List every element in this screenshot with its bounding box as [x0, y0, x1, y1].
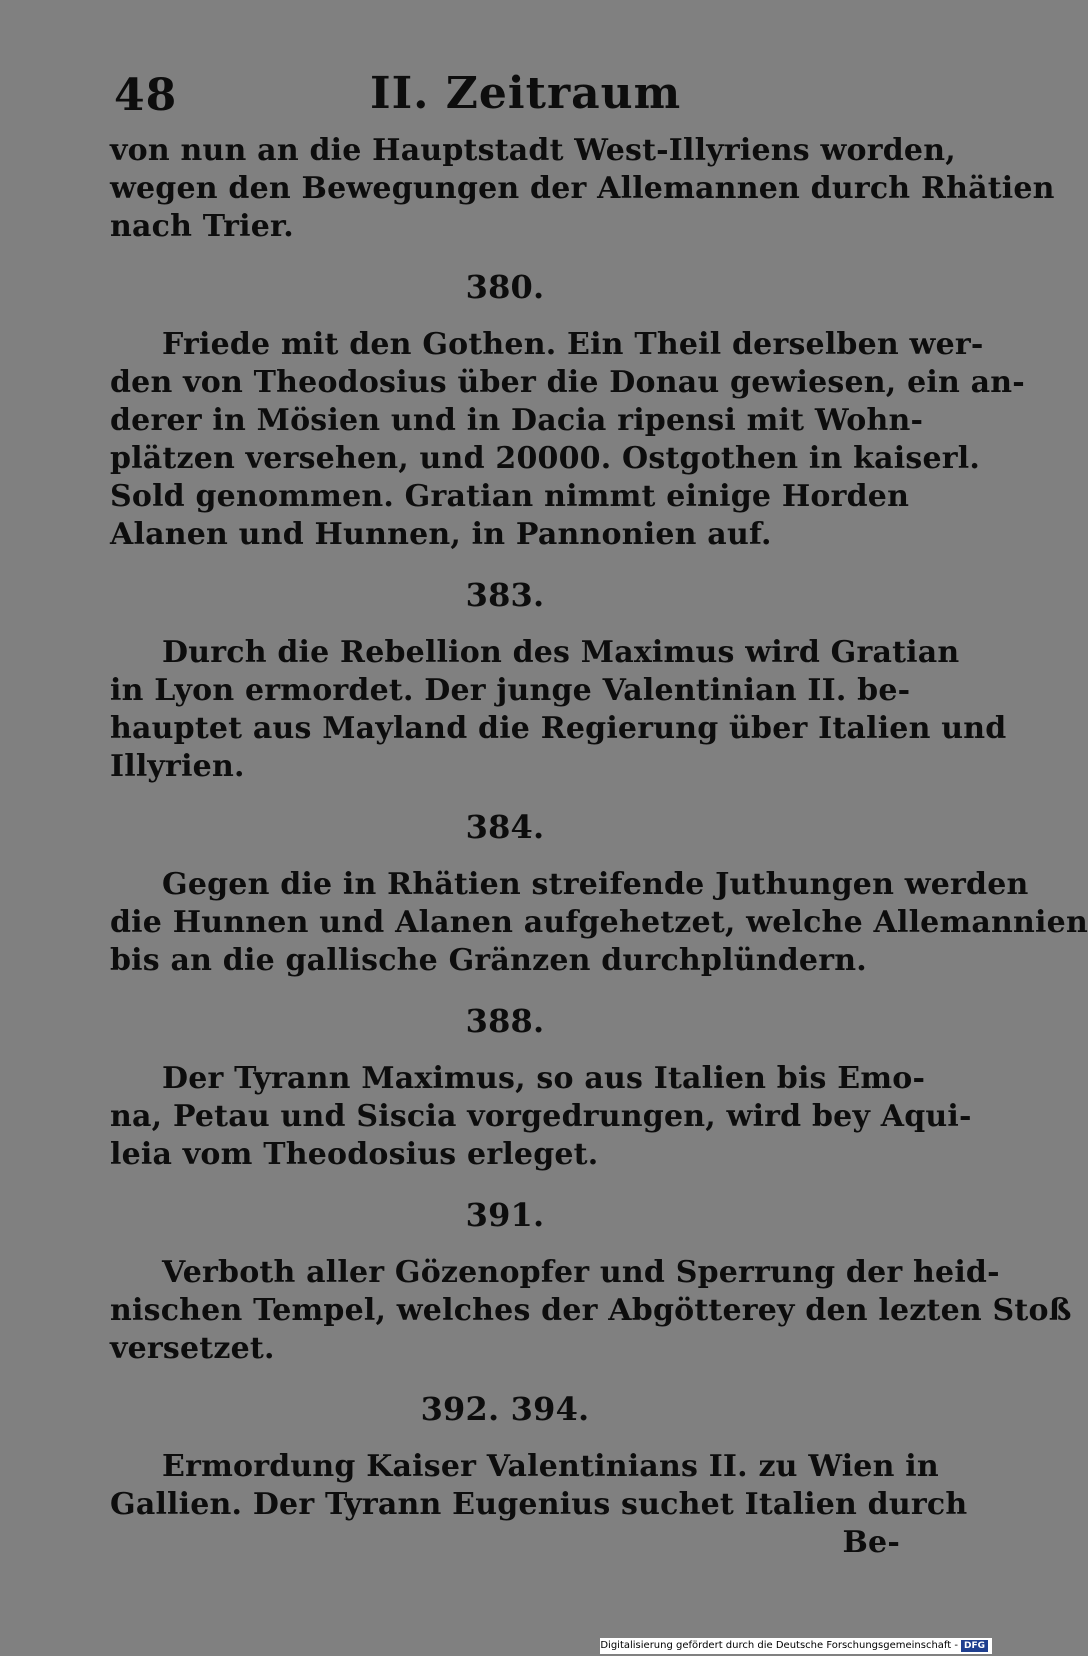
credit-text: Digitalisierung gefördert durch die Deutsche Forschungsgemeinschaft - — [600, 1640, 958, 1651]
text-line: nach Trier. — [110, 209, 294, 244]
dfg-logo: DFG — [961, 1640, 988, 1652]
text-line: hauptet aus Mayland die Regierung über Italien und — [110, 711, 1007, 746]
running-head: II. Zeitraum — [370, 68, 682, 119]
entry-380 — [110, 268, 1025, 554]
text-line: Gallien. Der Tyrann Eugenius suchet Italien durch — [110, 1487, 968, 1522]
year-heading: 392. 394. — [420, 1390, 590, 1428]
text-line: Gegen die in Rhätien streifende Juthungen werden — [162, 867, 1029, 902]
entry-392-394 — [110, 1390, 968, 1562]
entry-383 — [110, 576, 1007, 786]
text-line: Durch die Rebellion des Maximus wird Gratian — [162, 635, 960, 670]
text-line: plätzen versehen, und 20000. Ostgothen in kaiserl. — [110, 441, 981, 476]
book-page — [110, 62, 1088, 1562]
text-line: Verboth aller Gözenopfer und Sperrung der heid- — [162, 1255, 1000, 1290]
entry-388 — [110, 1002, 972, 1174]
text-line: Sold genommen. Gratian nimmt einige Horden — [110, 479, 910, 514]
text-line: Ermordung Kaiser Valentinians II. zu Wien in — [162, 1449, 939, 1484]
entry-391 — [110, 1196, 1072, 1368]
text-line: den von Theodosius über die Donau gewiesen, ein an- — [110, 365, 1025, 400]
text-line: nischen Tempel, welches der Abgötterey den lezten Stoß — [110, 1293, 1072, 1328]
intro-paragraph — [110, 132, 1055, 246]
year-heading: 383. — [465, 576, 545, 614]
text-line: na, Petau und Siscia vorgedrungen, wird bey Aqui- — [110, 1099, 972, 1134]
year-heading: 384. — [465, 808, 545, 846]
text-line: leia vom Theodosius erleget. — [110, 1137, 599, 1172]
year-heading: 388. — [465, 1002, 545, 1040]
text-line: von nun an die Hauptstadt West-Illyriens worden, — [110, 133, 956, 168]
entry-384 — [110, 808, 1088, 980]
year-heading: 391. — [465, 1196, 545, 1234]
page-header — [110, 62, 900, 132]
digitization-credit — [600, 1638, 992, 1654]
text-line: Illyrien. — [110, 749, 245, 784]
year-heading: 380. — [465, 268, 545, 306]
text-line: Alanen und Hunnen, in Pannonien auf. — [110, 517, 772, 552]
text-line: in Lyon ermordet. Der junge Valentinian II. be- — [110, 673, 911, 708]
text-line: die Hunnen und Alanen aufgehetzet, welche Allemannien — [110, 905, 1088, 940]
page-number: 48 — [114, 70, 178, 121]
text-line: bis an die gallische Gränzen durchplündern. — [110, 943, 867, 978]
catchword: Be- — [842, 1525, 900, 1560]
page-body — [110, 132, 1088, 1562]
text-line: Friede mit den Gothen. Ein Theil derselben wer- — [162, 327, 984, 362]
text-line: versetzet. — [110, 1331, 275, 1366]
text-line: wegen den Bewegungen der Allemannen durch Rhätien — [110, 171, 1055, 206]
text-line: Der Tyrann Maximus, so aus Italien bis Emo- — [162, 1061, 926, 1096]
text-line: derer in Mösien und in Dacia ripensi mit Wohn- — [110, 403, 924, 438]
